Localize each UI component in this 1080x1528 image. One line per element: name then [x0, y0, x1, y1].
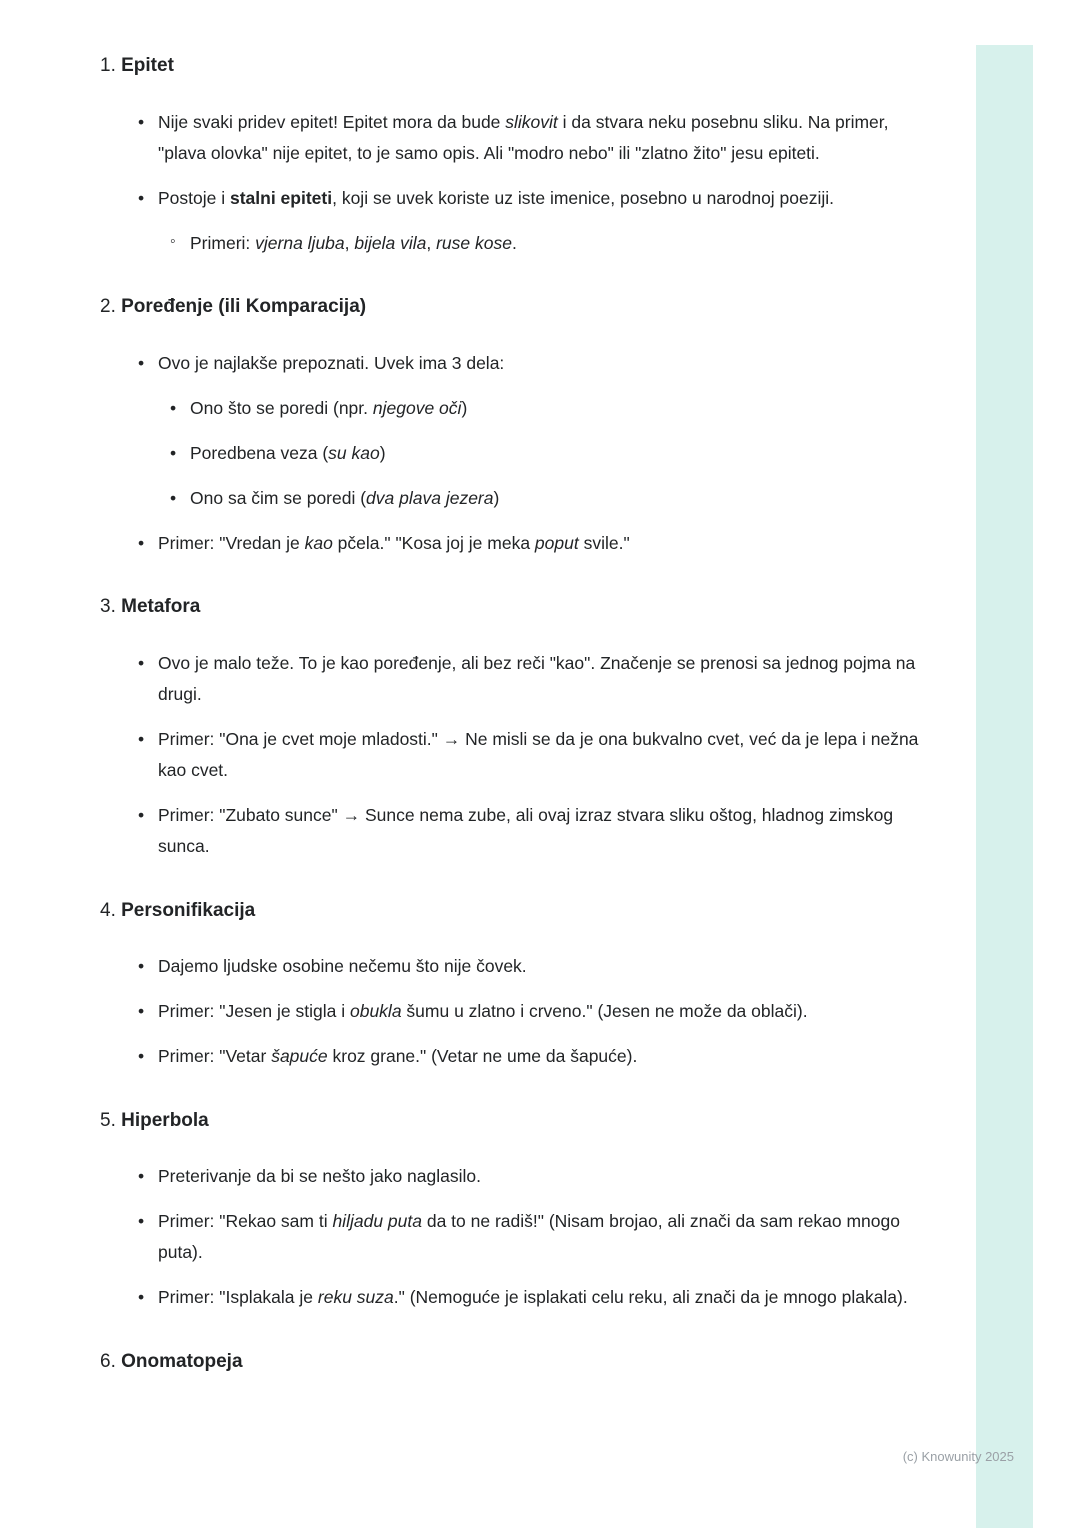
section-heading — [100, 293, 940, 322]
section-number: 5. — [100, 1109, 122, 1131]
text-run: da to ne radiš!" (Nisam brojao, ali znači da sam rekao mnogo puta). — [158, 1211, 900, 1263]
section-heading — [100, 1107, 940, 1136]
text-run: Primer: "Jesen je stigla i — [158, 1001, 350, 1022]
italic-text-run: su kao — [328, 442, 380, 463]
list-item — [138, 1282, 940, 1313]
list-item — [170, 438, 940, 469]
list-item-text — [158, 183, 940, 214]
section-heading — [100, 1348, 940, 1377]
circle-bullet-marker: ◦ — [170, 232, 176, 250]
list-item — [170, 483, 940, 514]
italic-text-run: njegove oči — [372, 397, 462, 418]
section-hiperbola — [100, 1107, 940, 1314]
section-pore-enje-ili-komparacija — [100, 293, 940, 559]
disc-bullet-marker: • — [170, 487, 177, 508]
list-item-text — [158, 648, 940, 710]
text-run: šumu u zlatno i crveno." (Jesen ne može da oblači). — [401, 1001, 808, 1022]
disc-bullet-marker: • — [170, 442, 177, 463]
text-run: , — [426, 232, 437, 253]
list-item — [138, 996, 940, 1027]
italic-text-run: ruse kose — [436, 232, 512, 253]
list-item-text — [158, 1282, 940, 1313]
list-item-text — [158, 528, 940, 559]
italic-text-run: vjerna ljuba — [255, 232, 345, 253]
section-heading — [100, 52, 940, 81]
list-item-text — [158, 1206, 940, 1268]
text-run: Primer: "Vredan je — [158, 533, 305, 554]
bold-text-run: stalni epiteti — [229, 187, 333, 208]
section-personifikacija — [100, 897, 940, 1073]
text-run: Dajemo ljudske osobine nečemu što nije čovek. — [158, 956, 527, 977]
disc-bullet-marker: • — [138, 352, 145, 373]
list-item — [138, 951, 940, 982]
text-run: Primer: "Zubato sunce" → Sunce nema zube, ali ovaj izraz stvara sliku oštog, hladnog zimskog sunca. — [158, 805, 894, 857]
section-onomatopeja — [100, 1348, 940, 1377]
watermark: (c) Knowunity 2025 — [902, 1449, 1014, 1464]
text-run: Postoje i — [158, 187, 230, 208]
text-run: ) — [493, 487, 500, 508]
section-number: 1. — [100, 55, 122, 76]
disc-bullet-marker: • — [138, 1287, 145, 1308]
text-run: Nije svaki pridev epitet! Epitet mora da bude — [158, 111, 506, 132]
section-number: 4. — [100, 899, 122, 921]
text-run: Primer: "Rekao sam ti — [158, 1211, 333, 1232]
list-item — [138, 348, 940, 379]
text-run: Primer: "Vetar — [158, 1046, 272, 1067]
section-number: 6. — [100, 1350, 122, 1372]
text-run: Poredbena veza ( — [190, 442, 329, 463]
disc-bullet-marker: • — [170, 397, 177, 418]
list-item-text — [158, 107, 940, 169]
disc-bullet-marker: • — [138, 1046, 145, 1067]
list-item-text — [190, 438, 940, 469]
section-title: Hiperbola — [121, 1109, 209, 1131]
italic-text-run: dva plava jezera — [366, 487, 494, 508]
text-run: Primer: "Isplakala je — [158, 1287, 318, 1308]
section-heading — [100, 897, 940, 926]
list-item-text — [190, 228, 940, 259]
disc-bullet-marker: • — [138, 1211, 145, 1232]
text-run: . — [511, 232, 517, 253]
list-item — [138, 1206, 940, 1268]
list-item-text — [158, 996, 940, 1027]
italic-text-run: poput — [534, 533, 579, 554]
text-run: Ono što se poredi (npr. — [190, 397, 373, 418]
italic-text-run: šapuće — [271, 1046, 328, 1067]
section-title: Personifikacija — [121, 899, 256, 921]
list-item-text — [158, 1041, 940, 1072]
list-item — [138, 800, 940, 862]
disc-bullet-marker: • — [138, 111, 145, 132]
list-item-text — [158, 800, 940, 862]
list-item-text — [158, 724, 940, 786]
disc-bullet-marker: • — [138, 956, 145, 977]
disc-bullet-marker: • — [138, 729, 145, 750]
italic-text-run: reku suza — [317, 1287, 394, 1308]
text-run: Primeri: — [190, 232, 256, 253]
text-run: , koji se uvek koriste uz iste imenice, posebno u narodnoj poeziji. — [332, 187, 835, 208]
text-run: i da stvara neku posebnu sliku. Na primer, "plava olovka" nije epitet, to je samo opis. Ali "modro nebo" ili "zlatno žito" jesu epiteti. — [158, 111, 889, 163]
text-run: pčela." "Kosa joj je meka — [332, 533, 535, 554]
list-item — [138, 528, 940, 559]
list-item — [138, 1161, 940, 1192]
disc-bullet-marker: • — [138, 1166, 145, 1187]
accent-stripe — [976, 45, 1033, 1528]
section-epitet — [100, 52, 940, 259]
section-number: 3. — [100, 596, 122, 618]
list-item — [138, 183, 940, 214]
italic-text-run: kao — [304, 533, 333, 554]
text-run: Preterivanje da bi se nešto jako naglasilo. — [158, 1166, 481, 1187]
disc-bullet-marker: • — [138, 805, 145, 826]
section-title: Epitet — [121, 55, 174, 76]
list-item — [138, 107, 940, 169]
section-title: Poređenje (ili Komparacija) — [121, 296, 367, 318]
text-run: Ovo je najlakše prepoznati. Uvek ima 3 dela: — [158, 352, 505, 373]
text-run: Primer: "Ona je cvet moje mladosti." → Ne misli se da je ona bukvalno cvet, već da je lepa i nežna kao cvet. — [158, 729, 919, 781]
section-title: Metafora — [121, 596, 201, 618]
text-run: , — [344, 232, 355, 253]
list-item — [170, 393, 940, 424]
section-heading — [100, 593, 940, 622]
text-run: ) — [379, 442, 386, 463]
list-item-text — [158, 951, 940, 982]
text-run: ." (Nemoguće je isplakati celu reku, ali znači da je mnogo plakala). — [393, 1287, 908, 1308]
list-item-text — [190, 393, 940, 424]
list-item-text — [158, 348, 940, 379]
italic-text-run: slikovit — [505, 111, 558, 132]
list-item — [138, 1041, 940, 1072]
text-run: svile." — [578, 533, 630, 554]
disc-bullet-marker: • — [138, 652, 145, 673]
text-run: ) — [461, 397, 468, 418]
disc-bullet-marker: • — [138, 1001, 145, 1022]
list-item — [170, 228, 940, 259]
italic-text-run: obukla — [349, 1001, 402, 1022]
section-metafora — [100, 593, 940, 862]
list-item — [138, 724, 940, 786]
italic-text-run: hiljadu puta — [332, 1211, 422, 1232]
list-item-text — [158, 1161, 940, 1192]
list-item-text — [190, 483, 940, 514]
text-run: Ono sa čim se poredi ( — [190, 487, 367, 508]
list-item — [138, 648, 940, 710]
disc-bullet-marker: • — [138, 533, 145, 554]
section-title: Onomatopeja — [121, 1350, 243, 1372]
disc-bullet-marker: • — [138, 187, 145, 208]
section-number: 2. — [100, 296, 122, 318]
italic-text-run: bijela vila — [354, 232, 427, 253]
text-run: Ovo je malo teže. To je kao poređenje, ali bez reči "kao". Značenje se prenosi sa jednog pojma na drugi. — [158, 652, 916, 704]
text-run: kroz grane." (Vetar ne ume da šapuće). — [327, 1046, 638, 1067]
